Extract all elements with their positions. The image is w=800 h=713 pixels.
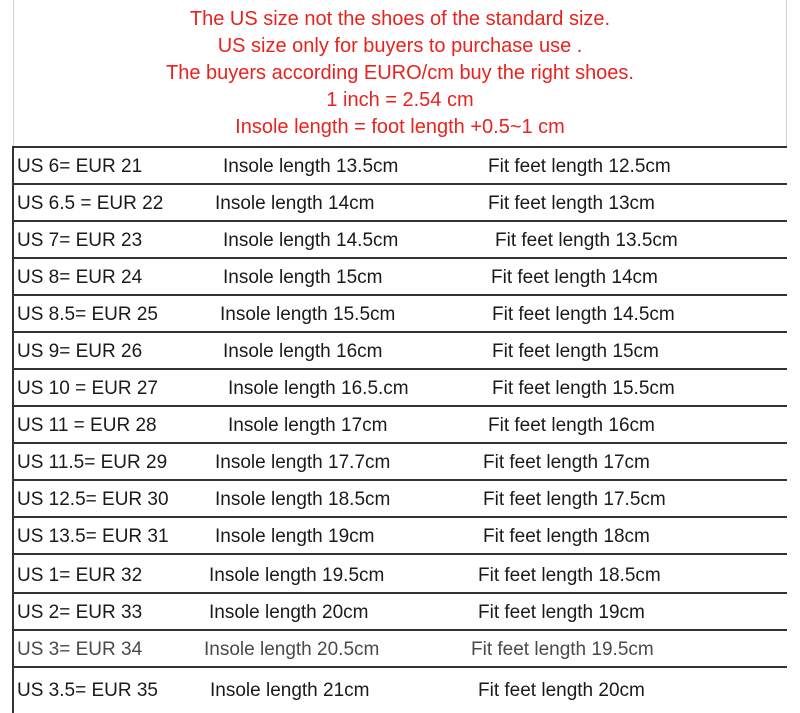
us-eur-cell: US 11 = EUR 28	[17, 415, 157, 436]
fit-feet-cell: Fit feet length 18.5cm	[478, 565, 661, 586]
insole-cell: Insole length 16.5.cm	[228, 378, 409, 399]
us-eur-cell: US 3= EUR 34	[17, 639, 143, 660]
insole-cell: Insole length 15cm	[223, 267, 383, 288]
table-row	[14, 481, 787, 518]
table-row	[14, 370, 787, 407]
insole-cell: Insole length 20cm	[209, 602, 369, 623]
fit-feet-cell: Fit feet length 17.5cm	[483, 489, 666, 510]
fit-feet-cell: Fit feet length 15cm	[492, 341, 659, 362]
note-insole-formula: Insole length = foot length +0.5~1 cm	[235, 116, 565, 138]
table-row	[14, 594, 787, 631]
table-row	[14, 631, 787, 668]
note-purchase-use: US size only for buyers to purchase use .	[217, 35, 583, 57]
fit-feet-cell: Fit feet length 13cm	[488, 193, 655, 214]
size-table	[12, 146, 787, 713]
fit-feet-cell: Fit feet length 13.5cm	[495, 230, 678, 251]
table-row	[14, 222, 787, 259]
table-row	[14, 555, 787, 594]
us-eur-cell: US 1= EUR 32	[17, 565, 143, 586]
us-eur-cell: US 12.5= EUR 30	[17, 489, 169, 510]
us-eur-cell: US 13.5= EUR 31	[17, 526, 169, 547]
table-row	[14, 259, 787, 296]
fit-feet-cell: Fit feet length 14.5cm	[492, 304, 675, 325]
fit-feet-cell: Fit feet length 19.5cm	[471, 639, 654, 660]
insole-cell: Insole length 15.5cm	[220, 304, 396, 325]
insole-cell: Insole length 20.5cm	[204, 639, 380, 660]
fit-feet-cell: Fit feet length 17cm	[483, 452, 650, 473]
us-eur-cell: US 8= EUR 24	[17, 267, 143, 288]
table-row	[14, 407, 787, 444]
us-eur-cell: US 9= EUR 26	[17, 341, 143, 362]
insole-cell: Insole length 17.7cm	[215, 452, 391, 473]
us-eur-cell: US 10 = EUR 27	[17, 378, 158, 399]
fit-feet-cell: Fit feet length 19cm	[478, 602, 645, 623]
fit-feet-cell: Fit feet length 12.5cm	[488, 156, 671, 177]
fit-feet-cell: Fit feet length 14cm	[491, 267, 658, 288]
note-standard-size: The US size not the shoes of the standard size.	[189, 8, 611, 30]
table-row	[14, 668, 787, 713]
table-row	[14, 185, 787, 222]
us-eur-cell: US 6= EUR 21	[17, 156, 143, 177]
insole-cell: Insole length 19cm	[215, 526, 375, 547]
insole-cell: Insole length 18.5cm	[215, 489, 391, 510]
table-row	[14, 148, 787, 185]
us-eur-cell: US 11.5= EUR 29	[17, 452, 168, 473]
fit-feet-cell: Fit feet length 16cm	[488, 415, 655, 436]
us-eur-cell: US 3.5= EUR 35	[17, 680, 158, 701]
table-row	[14, 333, 787, 370]
insole-cell: Insole length 17cm	[228, 415, 388, 436]
table-row	[14, 296, 787, 333]
insole-cell: Insole length 14cm	[215, 193, 375, 214]
insole-cell: Insole length 14.5cm	[223, 230, 399, 251]
fit-feet-cell: Fit feet length 18cm	[483, 526, 650, 547]
table-row	[14, 444, 787, 481]
table-row	[14, 518, 787, 555]
note-euro-cm: The buyers according EURO/cm buy the right shoes.	[166, 62, 634, 84]
insole-cell: Insole length 19.5cm	[209, 565, 385, 586]
us-eur-cell: US 8.5= EUR 25	[17, 304, 158, 325]
insole-cell: Insole length 21cm	[210, 680, 370, 701]
size-chart-notes	[0, 0, 800, 146]
us-eur-cell: US 7= EUR 23	[17, 230, 143, 251]
fit-feet-cell: Fit feet length 20cm	[478, 680, 645, 701]
note-inch-conversion: 1 inch = 2.54 cm	[326, 89, 474, 111]
us-eur-cell: US 2= EUR 33	[17, 602, 143, 623]
insole-cell: Insole length 16cm	[223, 341, 383, 362]
fit-feet-cell: Fit feet length 15.5cm	[492, 378, 675, 399]
insole-cell: Insole length 13.5cm	[223, 156, 399, 177]
us-eur-cell: US 6.5 = EUR 22	[17, 193, 164, 214]
